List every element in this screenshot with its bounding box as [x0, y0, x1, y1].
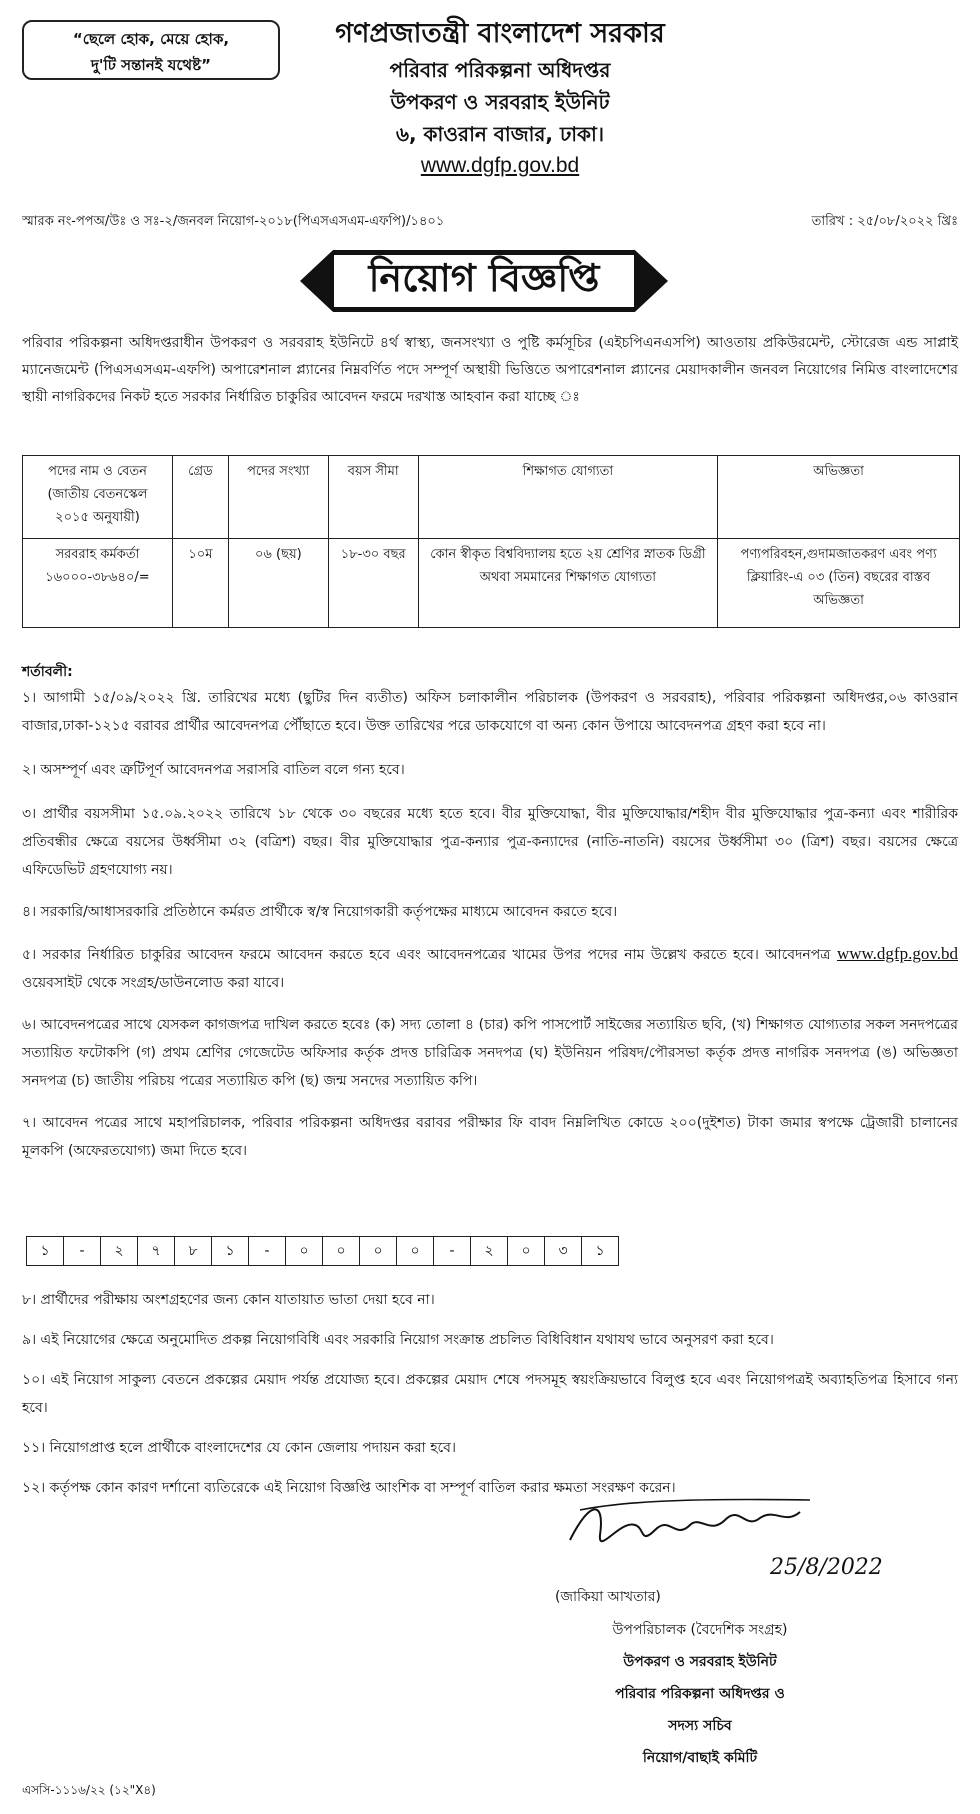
letterhead: [280, 14, 720, 182]
header-age-limit: বয়স সীমা: [328, 456, 418, 539]
post-table: [22, 455, 960, 628]
notice-date: তারিখ : ২৫/০৮/২০২২ খ্রিঃ: [811, 214, 958, 229]
cell-age-limit: ১৮-৩০ বছর: [328, 539, 418, 628]
signatory-block: [540, 1614, 860, 1774]
condition-2: ২। অসম্পূর্ণ এবং ত্রুটিপূর্ণ আবেদনপত্র সরাসরি বাতিল বলে গন্য হবে।: [22, 762, 405, 778]
banner-title: নিয়োগ বিজ্ঞপ্তি: [334, 255, 634, 307]
code-cell: -: [249, 1237, 286, 1265]
conditions-list: [22, 684, 958, 1165]
table-row: [23, 539, 960, 628]
condition-9: ৯। এই নিয়োগের ক্ষেত্রে অনুমোদিত প্রকল্প নিয়োগবিধি এবং সরকারি নিয়োগ সংক্রান্ত প্রচলিত বিধিবিধান যথাযথ ভাবে অনুসরণ করা হবে।: [22, 1332, 774, 1348]
handwritten-date: 25/8/2022: [770, 1555, 883, 1580]
website-link[interactable]: www.dgfp.gov.bd: [420, 154, 580, 177]
slogan-line-2: দু'টি সন্তানই যথেষ্ট”: [91, 56, 211, 74]
footer-reference: এসসি-১১১৬/২২ (১২"X৪): [22, 1783, 156, 1797]
code-cell: ০: [508, 1237, 545, 1265]
code-cell: ২: [471, 1237, 508, 1265]
condition-5-text: ৫। সরকার নির্ধারিত চাকুরির আবেদন ফরমে আবেদন করতে হবে এবং আবেদনপত্রের খামের উপর পদের নাম উল্লেখ করতে হবে। আবেদনপত্র: [22, 947, 831, 963]
condition-5: [22, 940, 958, 997]
intro-paragraph: পরিবার পরিকল্পনা অধিদপ্তরাধীন উপকরণ ও সরবরাহ ইউনিটে ৪র্থ স্বাস্থ্য, জনসংখ্যা ও পুষ্টি কর্মসূচির (এইচপিএনএসপি) আওতায় প্রকিউরমেন্ট, স্টোরেজ এন্ড সাপ্লাই ম্যানেজমেন্ট (পিএসএসএম-এফপি) অপারেশনাল প্ল্যানের নিম্নবর্ণিত পদে সম্পূর্ণ অস্থায়ী ভিত্তিতে অপারেশনাল প্ল্যানের মেয়াদকালীন জনবল নিয়োগের নিমিত্ত বাংলাদেশের স্থায়ী নাগরিকদের নিকট হতে সরকার নির্ধারিত চাকুরির আবেদন ফরমে দরখাস্ত আহবান করা যাচ্ছে ঃ: [22, 335, 958, 405]
signatory-role: সদস্য সচিব: [668, 1718, 732, 1734]
code-cell: -: [434, 1237, 471, 1265]
signatory-name: (জাকিয়া আখতার): [555, 1589, 661, 1605]
code-cell: -: [64, 1237, 101, 1265]
code-cell: ২: [101, 1237, 138, 1265]
condition-8: ৮। প্রার্থীদের পরীক্ষায় অংশগ্রহণের জন্য কোন যাতায়াত ভাতা দেয়া হবে না।: [22, 1292, 435, 1308]
condition-6: ৬। আবেদনপত্রের সাথে যেসকল কাগজপত্র দাখিল করতে হবেঃ (ক) সদ্য তোলা ৪ (চার) কপি পাসপোর্ট সাইজের সত্যায়িত ছবি, (খ) শিক্ষাগত যোগ্যতার সকল সনদপত্রের সত্যায়িত ফটোকপি (গ) প্রথম শ্রেণির গেজেটেড অফিসার কর্তৃক প্রদত্ত চারিত্রিক সনদপত্র (ঘ) ইউনিয়ন পরিষদ/পৌরসভা কর্তৃক প্রদত্ত নাগরিক সনদপত্র (ঙ) অভিজ্ঞতা সনদপত্র (চ) জাতীয় পরিচয় পত্রের সত্যায়িত কপি (ছ) জন্ম সনদের সত্যায়িত কপি।: [22, 1017, 958, 1089]
condition-11: ১১। নিয়োগপ্রাপ্ত হলে প্রার্থীকে বাংলাদেশের যে কোন জেলায় পদায়ন করা হবে।: [22, 1440, 456, 1456]
cell-qualification: কোন স্বীকৃত বিশ্ববিদ্যালয় হতে ২য় শ্রেণির স্নাতক ডিগ্রী অথবা সমমানের শিক্ষাগত যোগ্যতা: [418, 539, 718, 628]
header-grade: গ্রেড: [172, 456, 228, 539]
notice-banner: [300, 250, 668, 312]
cell-post-name: সরবরাহ কর্মকর্তা ১৬০০০-৩৮৬৪০/=: [23, 539, 173, 628]
code-cell: ০: [323, 1237, 360, 1265]
code-cell: ৩: [545, 1237, 582, 1265]
cell-experience: পণ্যপরিবহন,গুদামজাতকরণ এবং পণ্য ক্লিয়ারিং-এ ০৩ (তিন) বছরের বাস্তব অভিজ্ঞতা: [718, 539, 960, 628]
table-header-row: [23, 456, 960, 539]
header-experience: অভিজ্ঞতা: [718, 456, 960, 539]
condition-5-text-end: ওয়েবসাইট থেকে সংগ্রহ/ডাউনলোড করা যাবে।: [22, 975, 285, 991]
condition-10: ১০। এই নিয়োগ সাকুল্য বেতনে প্রকল্পের মেয়াদ পর্যন্ত প্রযোজ্য হবে। প্রকল্পের মেয়াদ শেষে পদসমূহ স্বয়ংক্রিয়ভাবে বিলুপ্ত হবে এবং নিয়োগপত্রই অব্যাহতিপত্র হিসাবে গন্য হবে।: [22, 1372, 958, 1416]
code-cell: ১: [27, 1237, 64, 1265]
cell-post-count: ০৬ (ছয়): [228, 539, 328, 628]
signatory-committee: নিয়োগ/বাছাই কমিটি: [642, 1750, 758, 1766]
code-cell: ০: [360, 1237, 397, 1265]
header-post-name: পদের নাম ও বেতন (জাতীয় বেতনস্কেল ২০১৫ অনুযায়ী): [23, 456, 173, 539]
code-cell: ৭: [138, 1237, 175, 1265]
treasury-code-box: [26, 1236, 619, 1266]
condition-5-website-link[interactable]: www.dgfp.gov.bd: [836, 944, 958, 963]
government-title: গণপ্রজাতন্ত্রী বাংলাদেশ সরকার: [335, 18, 665, 49]
department-name: পরিবার পরিকল্পনা অধিদপ্তর: [389, 58, 611, 82]
condition-3: ৩। প্রার্থীর বয়সসীমা ১৫.০৯.২০২২ তারিখে ১৮ থেকে ৩০ বছরের মধ্যে হতে হবে। বীর মুক্তিযোদ্ধা, বীর মুক্তিযোদ্ধার/শহীদ বীর মুক্তিযোদ্ধার পুত্র-কন্যা এবং শারীরিক প্রতিবন্ধীর ক্ষেত্রে বয়সের উর্ধ্বসীমা ৩২ (বত্রিশ) বছর। বীর মুক্তিযোদ্ধার পুত্র-কন্যার পুত্র-কন্যাদের (নাতি-নাতনি) বয়সের উর্ধ্বসীমা ৩০ (ত্রিশ) বছর। বয়সের ক্ষেত্রে এফিডেভিট গ্রহণযোগ্য নয়।: [22, 806, 958, 878]
condition-7: ৭। আবেদন পত্রের সাথে মহাপরিচালক, পরিবার পরিকল্পনা অধিদপ্তর বরাবর পরীক্ষার ফি বাবদ নিম্নলিখিত কোডে ২০০(দুইশত) টাকা জমার স্বপক্ষে ট্রেজারী চালানের মূলকপি (অফেরতযোগ্য) জমা দিতে হবে।: [22, 1115, 958, 1159]
conditions-title: শর্তাবলী:: [22, 664, 73, 680]
memo-number: স্মারক নং-পপঅ/উঃ ও সঃ-২/জনবল নিয়োগ-২০১৮(পিএসএসএম-এফপি)/১৪০১: [22, 214, 445, 229]
code-cell: ১: [212, 1237, 249, 1265]
header-post-count: পদের সংখ্যা: [228, 456, 328, 539]
code-cell: ০: [397, 1237, 434, 1265]
condition-4: ৪। সরকারি/আধাসরকারি প্রতিষ্ঠানে কর্মরত প্রার্থীকে স্ব/স্ব নিয়োগকারী কর্তৃপক্ষের মাধ্যমে আবেদন করতে হবে।: [22, 904, 618, 920]
slogan-box: [22, 20, 280, 80]
code-cell: ০: [286, 1237, 323, 1265]
address: ৬, কাওরান বাজার, ঢাকা।: [395, 122, 605, 146]
code-cell: ১: [595, 1243, 605, 1259]
code-cell: ৮: [175, 1237, 212, 1265]
slogan-line-1: “ছেলে হোক, মেয়ে হোক,: [72, 30, 230, 48]
signatory-department: পরিবার পরিকল্পনা অধিদপ্তর ও: [615, 1686, 785, 1702]
unit-name: উপকরণ ও সরবরাহ ইউনিট: [390, 90, 610, 114]
header-qualification: শিক্ষাগত যোগ্যতা: [418, 456, 718, 539]
cell-grade: ১০ম: [172, 539, 228, 628]
signatory-unit: উপকরণ ও সরবরাহ ইউনিট: [623, 1654, 777, 1670]
condition-12: ১২। কর্তৃপক্ষ কোন কারণ দর্শানো ব্যতিরেকে এই নিয়োগ বিজ্ঞপ্তি আংশিক বা সম্পূর্ণ বাতিল করার ক্ষমতা সংরক্ষণ করেন।: [22, 1480, 676, 1496]
signatory-designation: উপপরিচালক (বৈদেশিক সংগ্রহ): [612, 1622, 788, 1638]
condition-1: ১। আগামী ১৫/০৯/২০২২ খ্রি. তারিখের মধ্যে (ছুটির দিন ব্যতীত) অফিস চলাকালীন পরিচালক (উপকরণ ও সরবরাহ), পরিবার পরিকল্পনা অধিদপ্তর,০৬ কাওরান বাজার,ঢাকা-১২১৫ বরাবর প্রার্থীর আবেদনপত্র পৌঁছাতে হবে। উক্ত তারিখের পরে ডাকযোগে বা অন্য কোন উপায়ে আবেদনপত্র গ্রহণ করা হবে না।: [22, 690, 958, 734]
